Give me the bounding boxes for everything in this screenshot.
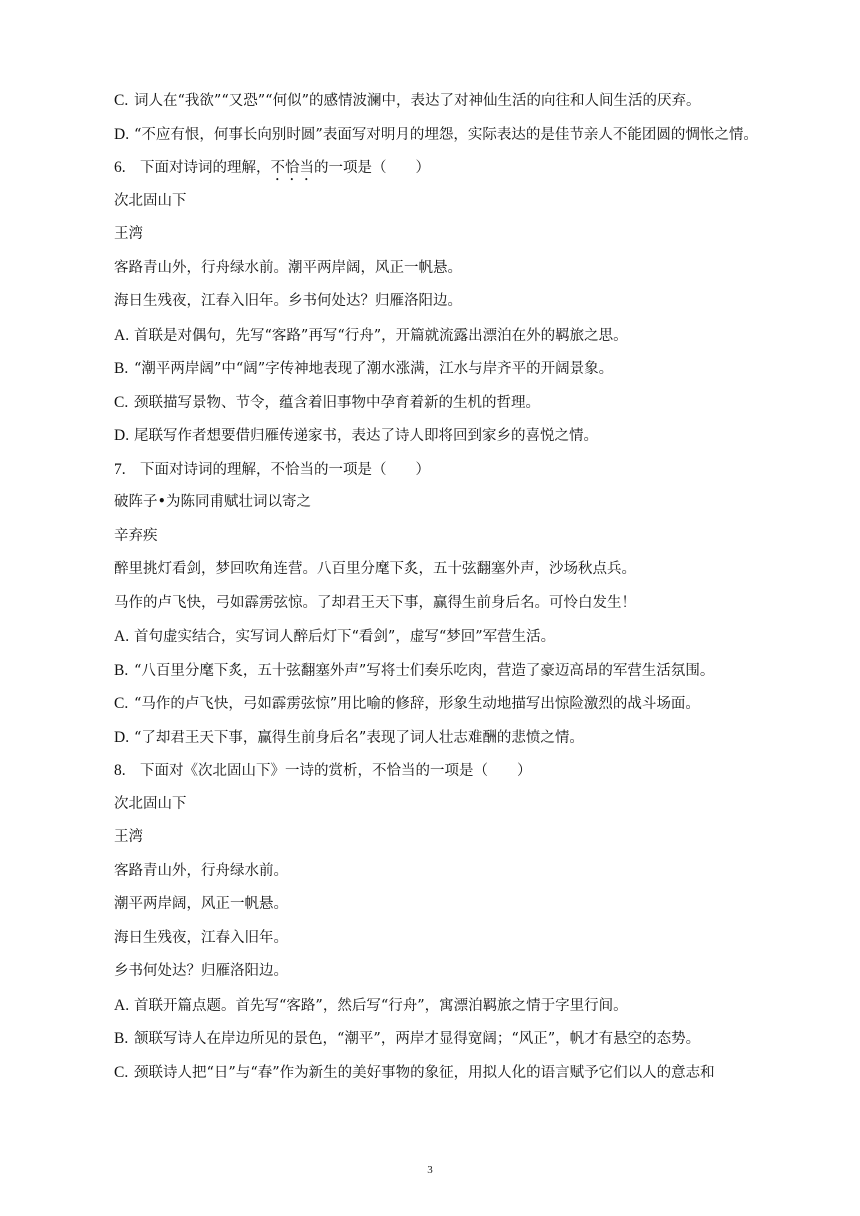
answer-option	[114, 654, 794, 688]
option-letter: D.	[114, 125, 130, 143]
question-number: 6.	[114, 159, 126, 176]
answer-option	[114, 620, 794, 654]
option-letter: C.	[114, 1063, 129, 1081]
option-letter: A.	[114, 628, 130, 645]
option-letter: C.	[114, 393, 129, 411]
document-body	[114, 84, 794, 1089]
text-line: 王湾	[114, 829, 143, 845]
question-number: 8.	[114, 762, 126, 779]
option-letter: D.	[114, 728, 130, 746]
question-number: 7.	[114, 460, 126, 478]
text-line: 醉里挑灯看剑，梦回吹角连营。八百里分麾下炙，五十弦翻塞外声，沙场秋点兵。	[114, 561, 636, 577]
text-line: 海日生残夜，江春入旧年。乡书何处达？归雁洛阳边。	[114, 293, 462, 309]
option-letter: A.	[114, 326, 130, 344]
option-text: 首联开篇点题。首先写“客路”，然后写“行舟”，寓漂泊羁旅之情于字里行间。	[134, 997, 628, 1014]
option-text: 首句虚实结合，实写词人醉后灯下“看剑”，虚写“梦回”军营生活。	[134, 629, 556, 645]
option-text: “潮平两岸阔”中“阔”字传神地表现了潮水涨满，江水与岸齐平的开阔景象。	[134, 361, 614, 377]
answer-option	[114, 721, 794, 755]
option-text: “不应有恨，何事长向别时圆”表面写对明月的埋怨，实际表达的是佳节亲人不能团圆的惆怅之情。	[134, 126, 758, 143]
answer-option	[114, 352, 794, 386]
question-stem	[114, 453, 794, 487]
question-text: 下面对诗词的理解，不恰当的一项是（ ）	[140, 461, 430, 478]
option-letter: B.	[114, 1030, 129, 1047]
option-letter: D.	[114, 427, 130, 444]
option-text: “了却君王天下事，赢得生前身后名”表现了词人壮志难酬的悲愤之情。	[134, 729, 584, 746]
option-letter: A.	[114, 996, 130, 1014]
option-text: “八百里分麾下炙，五十弦翻塞外声”写将士们奏乐吃肉，营造了豪迈高昂的军营生活氛围。	[134, 662, 715, 679]
option-text: 颔联写诗人在岸边所见的景色，“潮平”，两岸才显得宽阔；“风正”，帆才有悬空的态势。	[134, 1031, 701, 1047]
page-number: 3	[427, 1164, 433, 1176]
option-letter: C.	[114, 695, 129, 712]
answer-option	[114, 419, 794, 453]
text-line: 乡书何处达？归雁洛阳边。	[114, 963, 288, 979]
answer-option	[114, 84, 794, 118]
option-letter: C.	[114, 92, 129, 109]
option-text: 首联是对偶句，先写“客路”再写“行舟”，开篇就流露出漂泊在外的羁旅之思。	[134, 327, 628, 344]
emphasized-text: 不恰当	[270, 160, 314, 176]
answer-option	[114, 1022, 794, 1056]
option-text: “马作的卢飞快，弓如霹雳弦惊”用比喻的修辞，形象生动地描写出惊险激烈的战斗场面。	[134, 696, 700, 712]
text-line: 客路青山外，行舟绿水前。	[114, 862, 288, 879]
text-line: 次北固山下	[114, 192, 187, 209]
answer-option	[114, 989, 794, 1023]
answer-option	[114, 1056, 794, 1090]
option-text: 颈联描写景物、节令，蕴含着旧事物中孕育着新的生机的哲理。	[134, 394, 540, 411]
question-stem	[114, 151, 794, 185]
option-text: 词人在“我欲”“又恐”“何似”的感情波澜中，表达了对神仙生活的向往和人间生活的厌弃。	[134, 93, 701, 109]
answer-option	[114, 687, 794, 721]
text-line: 次北固山下	[114, 795, 187, 812]
text-line: 破阵子•为陈同甫赋壮词以寄之	[114, 494, 312, 510]
answer-option	[114, 319, 794, 353]
text-line: 潮平两岸阔，风正一帆悬。	[114, 896, 288, 912]
option-letter: B.	[114, 661, 129, 679]
question-text-tail: 的一项是（ ）	[314, 160, 430, 176]
text-line: 海日生残夜，江春入旧年。	[114, 929, 288, 946]
text-line: 王湾	[114, 226, 143, 242]
answer-option	[114, 386, 794, 420]
question-text: 下面对《次北固山下》一诗的赏析，不恰当的一项是（ ）	[140, 763, 532, 779]
answer-option	[114, 118, 794, 152]
text-line: 辛弃疾	[114, 527, 158, 544]
option-text: 尾联写作者想要借归雁传递家书，表达了诗人即将回到家乡的喜悦之情。	[134, 428, 598, 444]
text-line: 马作的卢飞快，弓如霹雳弦惊。了却君王天下事，赢得生前身后名。可怜白发生！	[114, 594, 636, 611]
option-letter: B.	[114, 360, 129, 377]
question-stem	[114, 754, 794, 788]
text-line: 客路青山外，行舟绿水前。潮平两岸阔，风正一帆悬。	[114, 259, 462, 276]
question-text: 下面对诗词的理解，	[140, 160, 271, 176]
option-text: 颈联诗人把“日”与“春”作为新生的美好事物的象征，用拟人化的语言赋予它们以人的意志和	[134, 1064, 715, 1081]
